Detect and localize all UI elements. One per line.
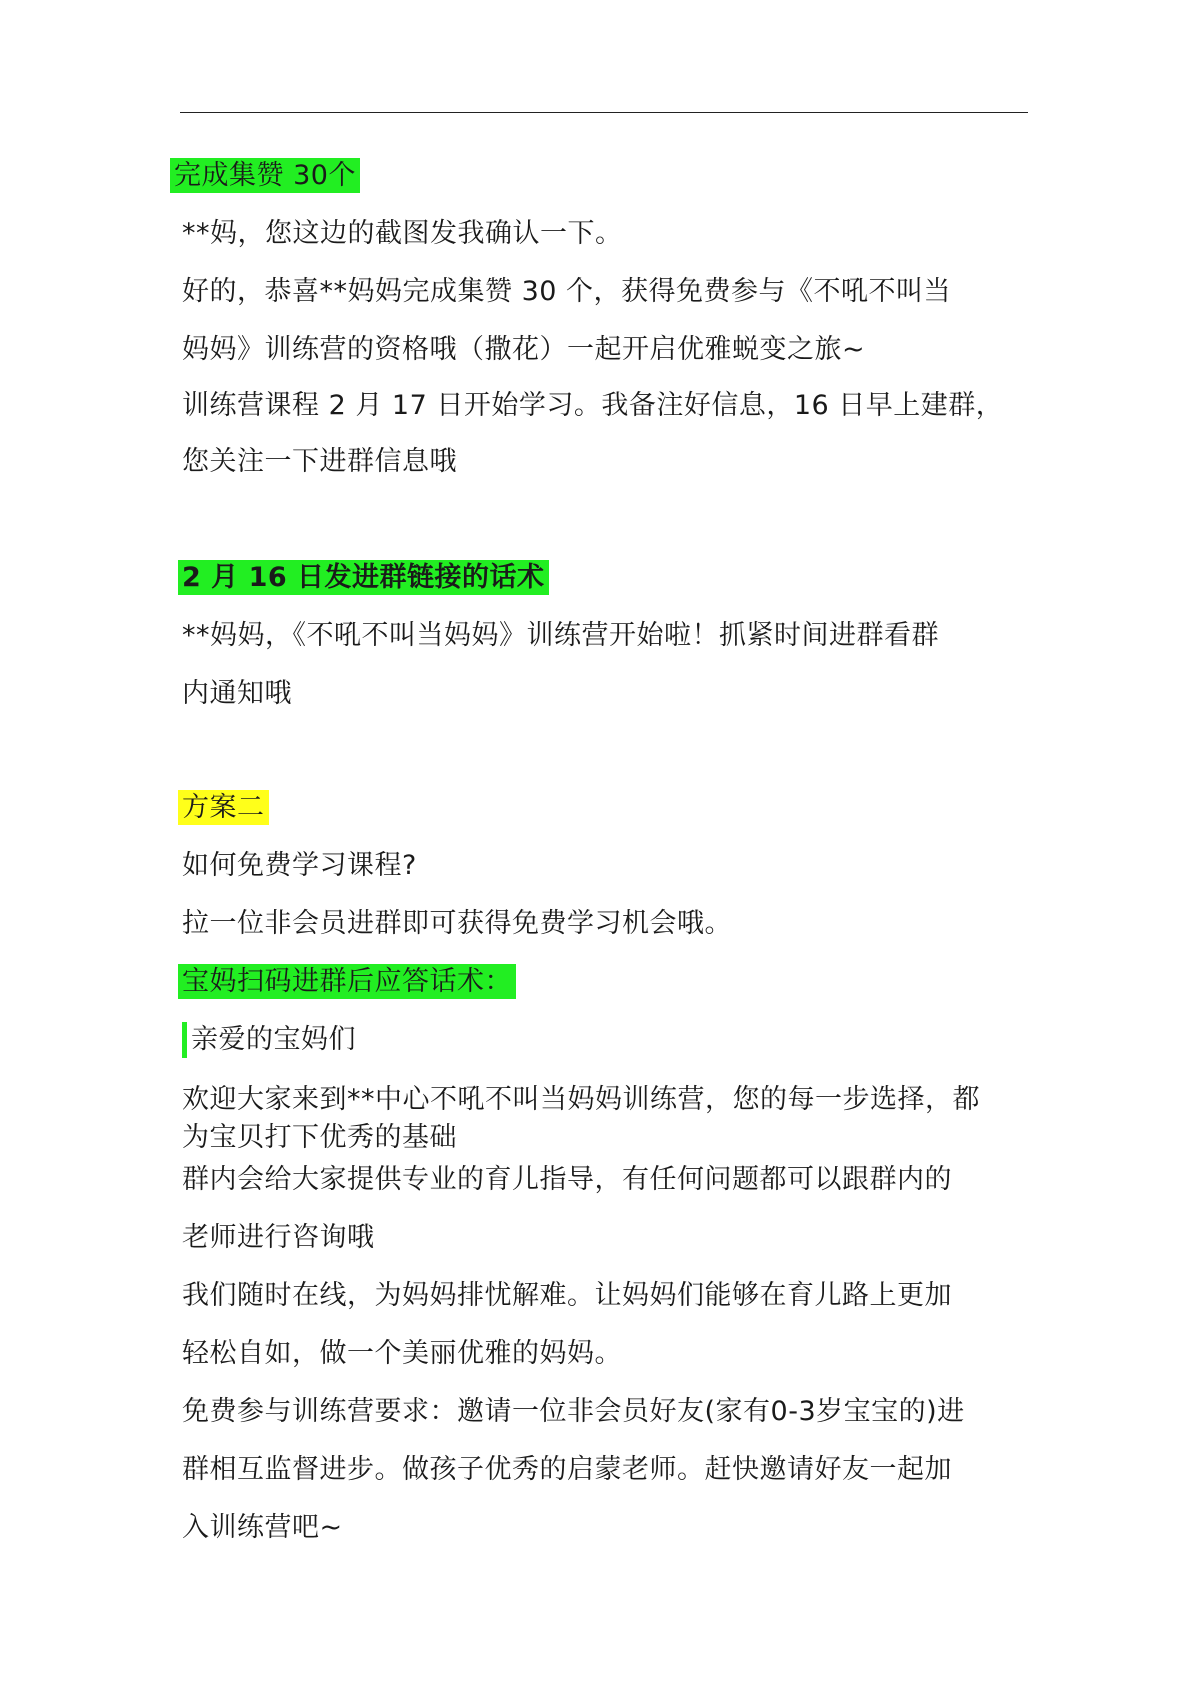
heading-highlight: 方案二: [178, 790, 269, 825]
paragraph-line: 拉一位非会员进群即可获得免费学习机会哦。: [182, 908, 732, 939]
paragraph-line: **妈妈，《不吼不叫当妈妈》训练营开始啦！抓紧时间进群看群: [182, 620, 939, 651]
paragraph-line: 内通知哦: [182, 678, 292, 709]
greeting-line: [182, 1022, 356, 1058]
paragraph-line: **妈，您这边的截图发我确认一下。: [182, 218, 623, 249]
section-heading-2: [178, 560, 549, 596]
paragraph-line: 为宝贝打下优秀的基础: [182, 1122, 457, 1153]
heading-highlight: 宝妈扫码进群后应答话术：: [178, 964, 516, 999]
paragraph-line: 妈妈》训练营的资格哦（撒花）一起开启优雅蜕变之旅~: [182, 334, 866, 365]
greeting-text: 亲爱的宝妈们: [191, 1024, 356, 1055]
section-heading-4: [178, 964, 516, 1000]
paragraph-line: 我们随时在线，为妈妈排忧解难。让妈妈们能够在育儿路上更加: [182, 1280, 952, 1311]
paragraph-line: 如何免费学习课程?: [182, 850, 417, 881]
heading-highlight: 完成集赞 30个: [170, 158, 360, 193]
green-marker: [182, 1022, 187, 1058]
paragraph-line: 轻松自如，做一个美丽优雅的妈妈。: [182, 1338, 622, 1369]
paragraph-line: 入训练营吧~: [182, 1512, 343, 1543]
paragraph-line: 老师进行咨询哦: [182, 1222, 375, 1253]
paragraph-line: 群相互监督进步。做孩子优秀的启蒙老师。赶快邀请好友一起加: [182, 1454, 952, 1485]
paragraph-line: 群内会给大家提供专业的育儿指导，有任何问题都可以跟群内的: [182, 1164, 952, 1195]
paragraph-line: 好的，恭喜**妈妈完成集赞 30 个，获得免费参与《不吼不叫当: [182, 276, 952, 307]
heading-highlight: 2 月 16 日发进群链接的话术: [178, 560, 549, 595]
paragraph-line: 您关注一下进群信息哦: [182, 446, 457, 477]
paragraph-line: 欢迎大家来到**中心不吼不叫当妈妈训练营，您的每一步选择，都: [182, 1084, 980, 1115]
paragraph-line: 训练营课程 2 月 17 日开始学习。我备注好信息，16 日早上建群，: [182, 390, 1004, 421]
section-heading-1: [170, 158, 360, 194]
section-heading-3: [178, 790, 269, 826]
paragraph-line: 免费参与训练营要求：邀请一位非会员好友(家有0-3岁宝宝的)进: [182, 1396, 965, 1427]
header-rule: [180, 112, 1028, 113]
